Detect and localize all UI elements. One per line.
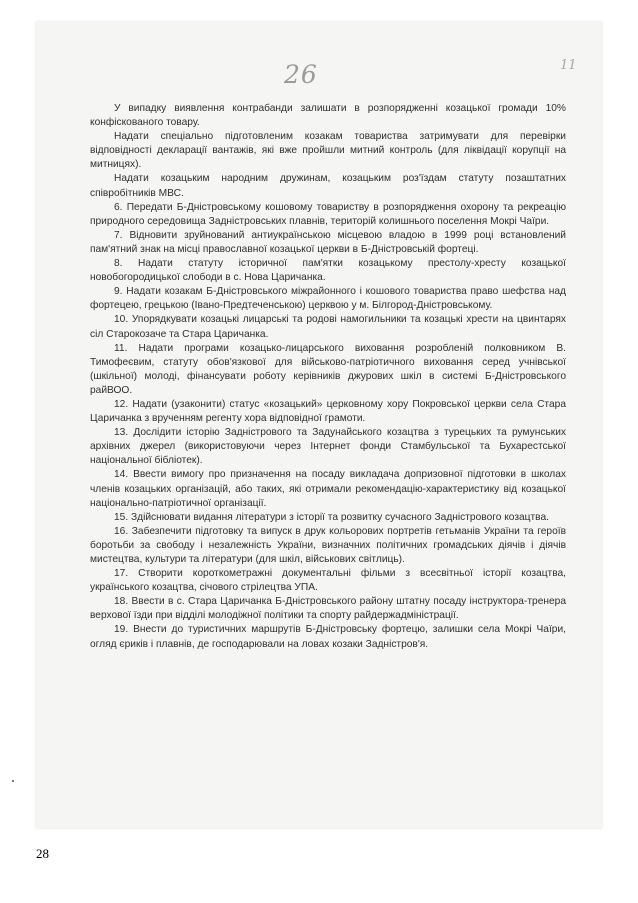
paragraph: 19. Внести до туристичних маршрутів Б-Дністровську фортецю, залишки села Мокрі Чаїри, огляд єриків і плавнів, де господарювали на ловах козаки Задністров'я. <box>90 624 566 650</box>
paragraph: 8. Надати статуту історичної пам'ятки козацькому престолу-хресту козацької новобогородицької слободи в с. Нова Царичанка. <box>90 258 566 284</box>
paragraph: 18. Ввести в с. Стара Царичанка Б-Дністровського району штатну посаду інструктора-тренера верхової їзди при відділі молодіжної політики та спорту райдержадміністрації. <box>90 596 566 622</box>
document-body <box>90 102 566 652</box>
paragraph: 13. Дослідити історію Задністрового та Задунайського козацтва з турецьких та румунських архівних джерел (використовуючи через Інтернет фонди Стамбульської та Бухарестської національної бібліотек). <box>90 427 566 467</box>
paragraph: У випадку виявлення контрабанди залишати в розпорядженні козацької громади 10% конфіскованого товару. <box>90 103 566 129</box>
corner-folio-number: 11 <box>560 58 577 73</box>
paragraph: 12. Надати (узаконити) статус «козацький» церковному хору Покровської церкви села Стара Царичанка з врученням регенту хора відповідної грамоти. <box>90 398 566 425</box>
handwritten-page-number: 26 <box>284 60 318 89</box>
paragraph: Надати спеціально підготовленим козакам товариства затримувати для перевірки відповідності декларації вантажів, які вже пройшли митний контроль (для ліквідації корупції на митницях). <box>90 131 566 171</box>
paragraph: 17. Створити короткометражні документальні фільми з всесвітньої історії козацтва, українського козацтва, січового стрілецтва УПА. <box>90 568 566 594</box>
paragraph: 14. Ввести вимогу про призначення на посаду викладача допризовної підготовки в школах членів козацьких організацій, або таких, які отримали рекомендацію-характеристику від козацької національно-патріотичної організації. <box>90 469 566 509</box>
scan-speck <box>12 780 14 782</box>
paragraph: 15. Здійснювати видання літератури з історії та розвитку сучасного Задністрового козацтва. <box>114 511 549 523</box>
paragraph: 7. Відновити зруйнований антиукраїнською місцевою владою в 1999 році встановлений пам'ятний знак на місці православної козацької церкви в Б-Дністровській фортеці. <box>90 229 566 255</box>
paragraph: 10. Упорядкувати козацькі лицарські та родові намогильники та козацькі хрести на цвинтарях сіл Старокозаче та Стара Царичанка. <box>90 314 566 340</box>
page-number: 28 <box>36 846 49 861</box>
scanned-page <box>36 22 602 828</box>
paragraph: Надати козацьким народним дружинам, козацьким роз'їздам статуту позаштатних співробітників МВС. <box>90 173 566 199</box>
paragraph: 11. Надати програми козацько-лицарського виховання розробленій полковником В. Тимофеєвим, статуту обов'язкової для військово-патріотичного виховання серед учнівської (шкільної) молоді, фінансувати роботу керівників джурових шкіл в системі Б-Дністровського райВОО. <box>90 342 566 396</box>
paragraph: 9. Надати козакам Б-Дністровського міжрайонного і кошового товариства право шефства над фортецею, грецькою (Івано-Предтеченською) церквою у м. Білгород-Дністровському. <box>90 286 566 312</box>
paragraph: 16. Забезпечити підготовку та випуск в друк кольорових портретів гетьманів України та героїв боротьби за свободу і незалежність України, визначних політичних громадських діячів і діячів мистецтва, культури та літератури (для шкіл, військових світлиць). <box>90 525 566 565</box>
paragraph: 6. Передати Б-Дністровському кошовому товариству в розпорядження охорону та рекреацію природного середовища Задністровських плавнів, територій колишнього поселення Мокрі Чаїри. <box>90 201 566 227</box>
